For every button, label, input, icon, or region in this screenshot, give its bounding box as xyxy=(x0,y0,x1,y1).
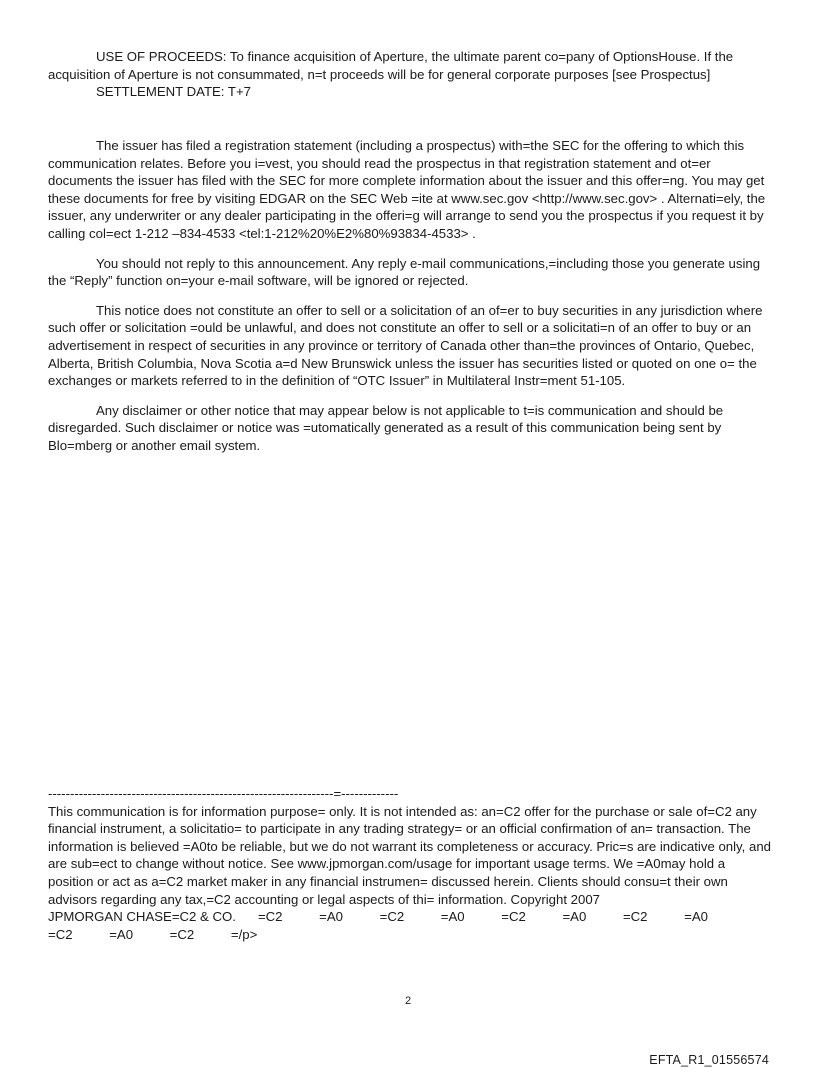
footer-text: This communication is for information purpose= only. It is not intended as: an=C2 offer for the purchase or sale of=C2 any financial instrument, a solicitatio= to participate in any trading strategy= or an official confirmation of an= transaction. The information is believed =A0to be reliable, but we do not warrant its completeness or accuracy. Pric=s are indicative only, and are sub=ect to change without notice. See www.jpmorgan.com/usage for important usage terms. We =A0may hold a position or act as a=C2 market maker in any financial instrumen= discussed herein. Clients should consu=t their own advisors regarding any tax,=C2 accounting or legal aspects of thi= information. Copyright 2007 xyxy=(48,803,771,907)
proceeds-line-2: acquisition of Aperture is not consummated, n=t proceeds will be for general corporate purposes [see Prospectus] xyxy=(48,66,711,82)
document-id: EFTA_R1_01556574 xyxy=(649,1053,769,1067)
registration-paragraph: The issuer has filed a registration statement (including a prospectus) with=the SEC for the offering to which this communication relates. Before you i=vest, you should read the prospectus in that registration statement and ot=er documents the issuer has filed with the SEC for more complete information about the issuer and this offer=ng. You may get these documents for free by visiting EDGAR on the SEC Web =ite at www.sec.gov <http://www.sec.gov> . Alternati=ely, the issuer, any underwriter or any dealer participating in the offeri=g will arrange to send you the prospectus if you request it by calling col=ect 1-212 –834-4533 <tel:1-212%20%E2%80%93834-4533> . xyxy=(48,138,766,241)
no-offer-paragraph: This notice does not constitute an offer to sell or a solicitation of an of=er to buy securities in any jurisdiction where such offer or solicitation =ould be unlawful, and does not constitute an offer to sell or a solicitati=n of an offer to buy or an advertisement in respect of securities in any province or territory of Canada other than=the provinces of Ontario, Quebec, Alberta, British Columbia, Nova Scotia a=d New Brunswick unless the issuer has securities listed or quoted on one o= the exchanges or markets referred to in the definition of “OTC Issuer” in Multilateral Instr=ment 51-105. xyxy=(48,302,763,389)
proceeds-line-1: USE OF PROCEEDS: To finance acquisition of Aperture, the ultimate parent co=pany of OptionsHouse. If the xyxy=(96,49,734,64)
settlement-date: SETTLEMENT DATE: T+7 xyxy=(96,84,251,100)
footer-codes-line-2: =C2 =A0 =C2 =/p> xyxy=(48,926,258,942)
footer-disclaimer xyxy=(48,785,772,943)
no-reply-paragraph: You should not reply to this announcement. Any reply e-mail communications,=including those you generate using the “Reply” function on=your e-mail software, will be ignored or rejected. xyxy=(48,255,761,289)
use-of-proceeds-block xyxy=(48,48,772,101)
body-paragraphs xyxy=(48,137,772,467)
disclaimer-paragraph: Any disclaimer or other notice that may appear below is not applicable to t=is communication and should be disregarded. Such disclaimer or notice was =utomatically generated as a result of this communication being sent by Blo=mberg or another email system. xyxy=(48,402,724,453)
footer-separator: -----------------------------------------------------------------=------------- xyxy=(48,786,399,801)
footer-codes-line-1: JPMORGAN CHASE=C2 & CO. =C2 =A0 =C2 =A0 =C2 =A0 =C2 =A0 xyxy=(48,909,708,925)
page-number: 2 xyxy=(404,995,412,1007)
